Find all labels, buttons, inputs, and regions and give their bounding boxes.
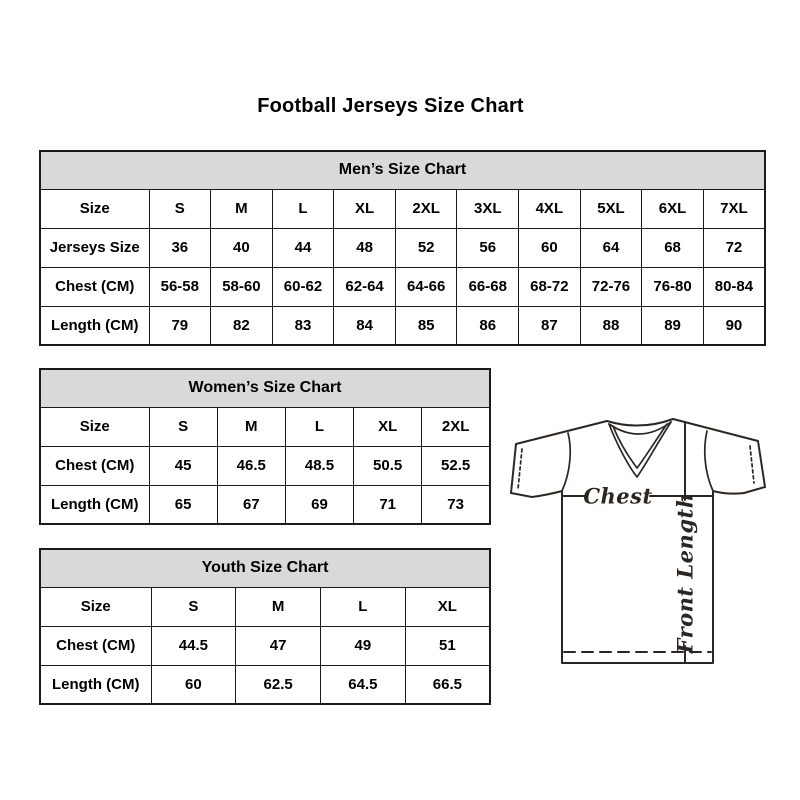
table-row (40, 665, 490, 704)
table-cell: 49 (321, 626, 406, 665)
row-label: Chest (CM) (40, 626, 151, 665)
column-header: Size (40, 407, 149, 446)
youth-size-table (39, 548, 491, 705)
table-cell: 68 (642, 228, 704, 267)
column-header: M (217, 407, 285, 446)
table-row (40, 267, 765, 306)
table-cell: 46.5 (217, 446, 285, 485)
table-cell: 89 (642, 306, 704, 345)
right-sleeve-seam (705, 431, 713, 491)
table-cell: 80-84 (703, 267, 765, 306)
column-header: S (149, 189, 211, 228)
column-header: L (321, 587, 406, 626)
table-cell: 44 (272, 228, 334, 267)
table-cell: 76-80 (642, 267, 704, 306)
column-header: XL (405, 587, 490, 626)
column-header: XL (354, 407, 422, 446)
table-row (40, 587, 490, 626)
table-cell: 69 (285, 485, 353, 524)
table-row (40, 407, 490, 446)
page-title: Football Jerseys Size Chart (257, 95, 524, 117)
row-label: Jerseys Size (40, 228, 149, 267)
table-row (40, 626, 490, 665)
table-cell: 65 (149, 485, 217, 524)
table-cell: 64.5 (321, 665, 406, 704)
column-header: 5XL (580, 189, 642, 228)
table-cell: 87 (519, 306, 581, 345)
table-cell: 52 (395, 228, 457, 267)
column-header: Size (40, 587, 151, 626)
column-header: 7XL (703, 189, 765, 228)
table-cell: 60 (519, 228, 581, 267)
table-cell: 44.5 (151, 626, 236, 665)
column-header: 2XL (422, 407, 490, 446)
column-header: 2XL (395, 189, 457, 228)
table-row (40, 189, 765, 228)
table-row (40, 228, 765, 267)
table-cell: 62.5 (236, 665, 321, 704)
table-row (40, 306, 765, 345)
table-cell: 88 (580, 306, 642, 345)
column-header: M (236, 587, 321, 626)
table-cell: 66.5 (405, 665, 490, 704)
table-row (40, 151, 765, 189)
table-cell: 82 (211, 306, 273, 345)
table-cell: 64-66 (395, 267, 457, 306)
table-row (40, 369, 490, 407)
column-header: Size (40, 189, 149, 228)
row-label: Chest (CM) (40, 446, 149, 485)
table-cell: 84 (334, 306, 396, 345)
table-cell: 73 (422, 485, 490, 524)
youth-table-title: Youth Size Chart (40, 549, 490, 587)
table-cell: 85 (395, 306, 457, 345)
row-label: Length (CM) (40, 665, 151, 704)
column-header: 3XL (457, 189, 519, 228)
table-cell: 36 (149, 228, 211, 267)
column-header: S (149, 407, 217, 446)
table-cell: 48.5 (285, 446, 353, 485)
table-cell: 45 (149, 446, 217, 485)
right-cuff-dashed-line (750, 446, 754, 483)
row-label: Length (CM) (40, 306, 149, 345)
left-cuff-dashed-line (518, 449, 522, 489)
mens-size-table (39, 150, 766, 346)
table-cell: 56 (457, 228, 519, 267)
table-cell: 68-72 (519, 267, 581, 306)
mens-table-title: Men’s Size Chart (40, 151, 765, 189)
column-header: L (285, 407, 353, 446)
table-cell: 51 (405, 626, 490, 665)
table-cell: 83 (272, 306, 334, 345)
table-cell: 86 (457, 306, 519, 345)
table-cell: 72 (703, 228, 765, 267)
table-cell: 79 (149, 306, 211, 345)
table-cell: 47 (236, 626, 321, 665)
table-row (40, 485, 490, 524)
jersey-outline (511, 419, 765, 663)
womens-table-title: Women’s Size Chart (40, 369, 490, 407)
table-cell: 60 (151, 665, 236, 704)
table-cell: 58-60 (211, 267, 273, 306)
table-cell: 50.5 (354, 446, 422, 485)
chest-label: Chest (583, 483, 653, 509)
row-label: Chest (CM) (40, 267, 149, 306)
table-cell: 72-76 (580, 267, 642, 306)
table-row (40, 446, 490, 485)
column-header: S (151, 587, 236, 626)
table-cell: 66-68 (457, 267, 519, 306)
table-cell: 56-58 (149, 267, 211, 306)
column-header: M (211, 189, 273, 228)
column-header: 4XL (519, 189, 581, 228)
table-cell: 90 (703, 306, 765, 345)
table-cell: 71 (354, 485, 422, 524)
jersey-measurement-diagram (500, 406, 770, 668)
table-cell: 67 (217, 485, 285, 524)
table-cell: 48 (334, 228, 396, 267)
table-cell: 40 (211, 228, 273, 267)
table-cell: 52.5 (422, 446, 490, 485)
column-header: XL (334, 189, 396, 228)
column-header: 6XL (642, 189, 704, 228)
left-sleeve-seam (562, 433, 570, 491)
table-row (40, 549, 490, 587)
table-cell: 64 (580, 228, 642, 267)
row-label: Length (CM) (40, 485, 149, 524)
column-header: L (272, 189, 334, 228)
table-cell: 60-62 (272, 267, 334, 306)
table-cell: 62-64 (334, 267, 396, 306)
womens-size-table (39, 368, 491, 525)
front-length-label: Front Length (672, 492, 698, 654)
